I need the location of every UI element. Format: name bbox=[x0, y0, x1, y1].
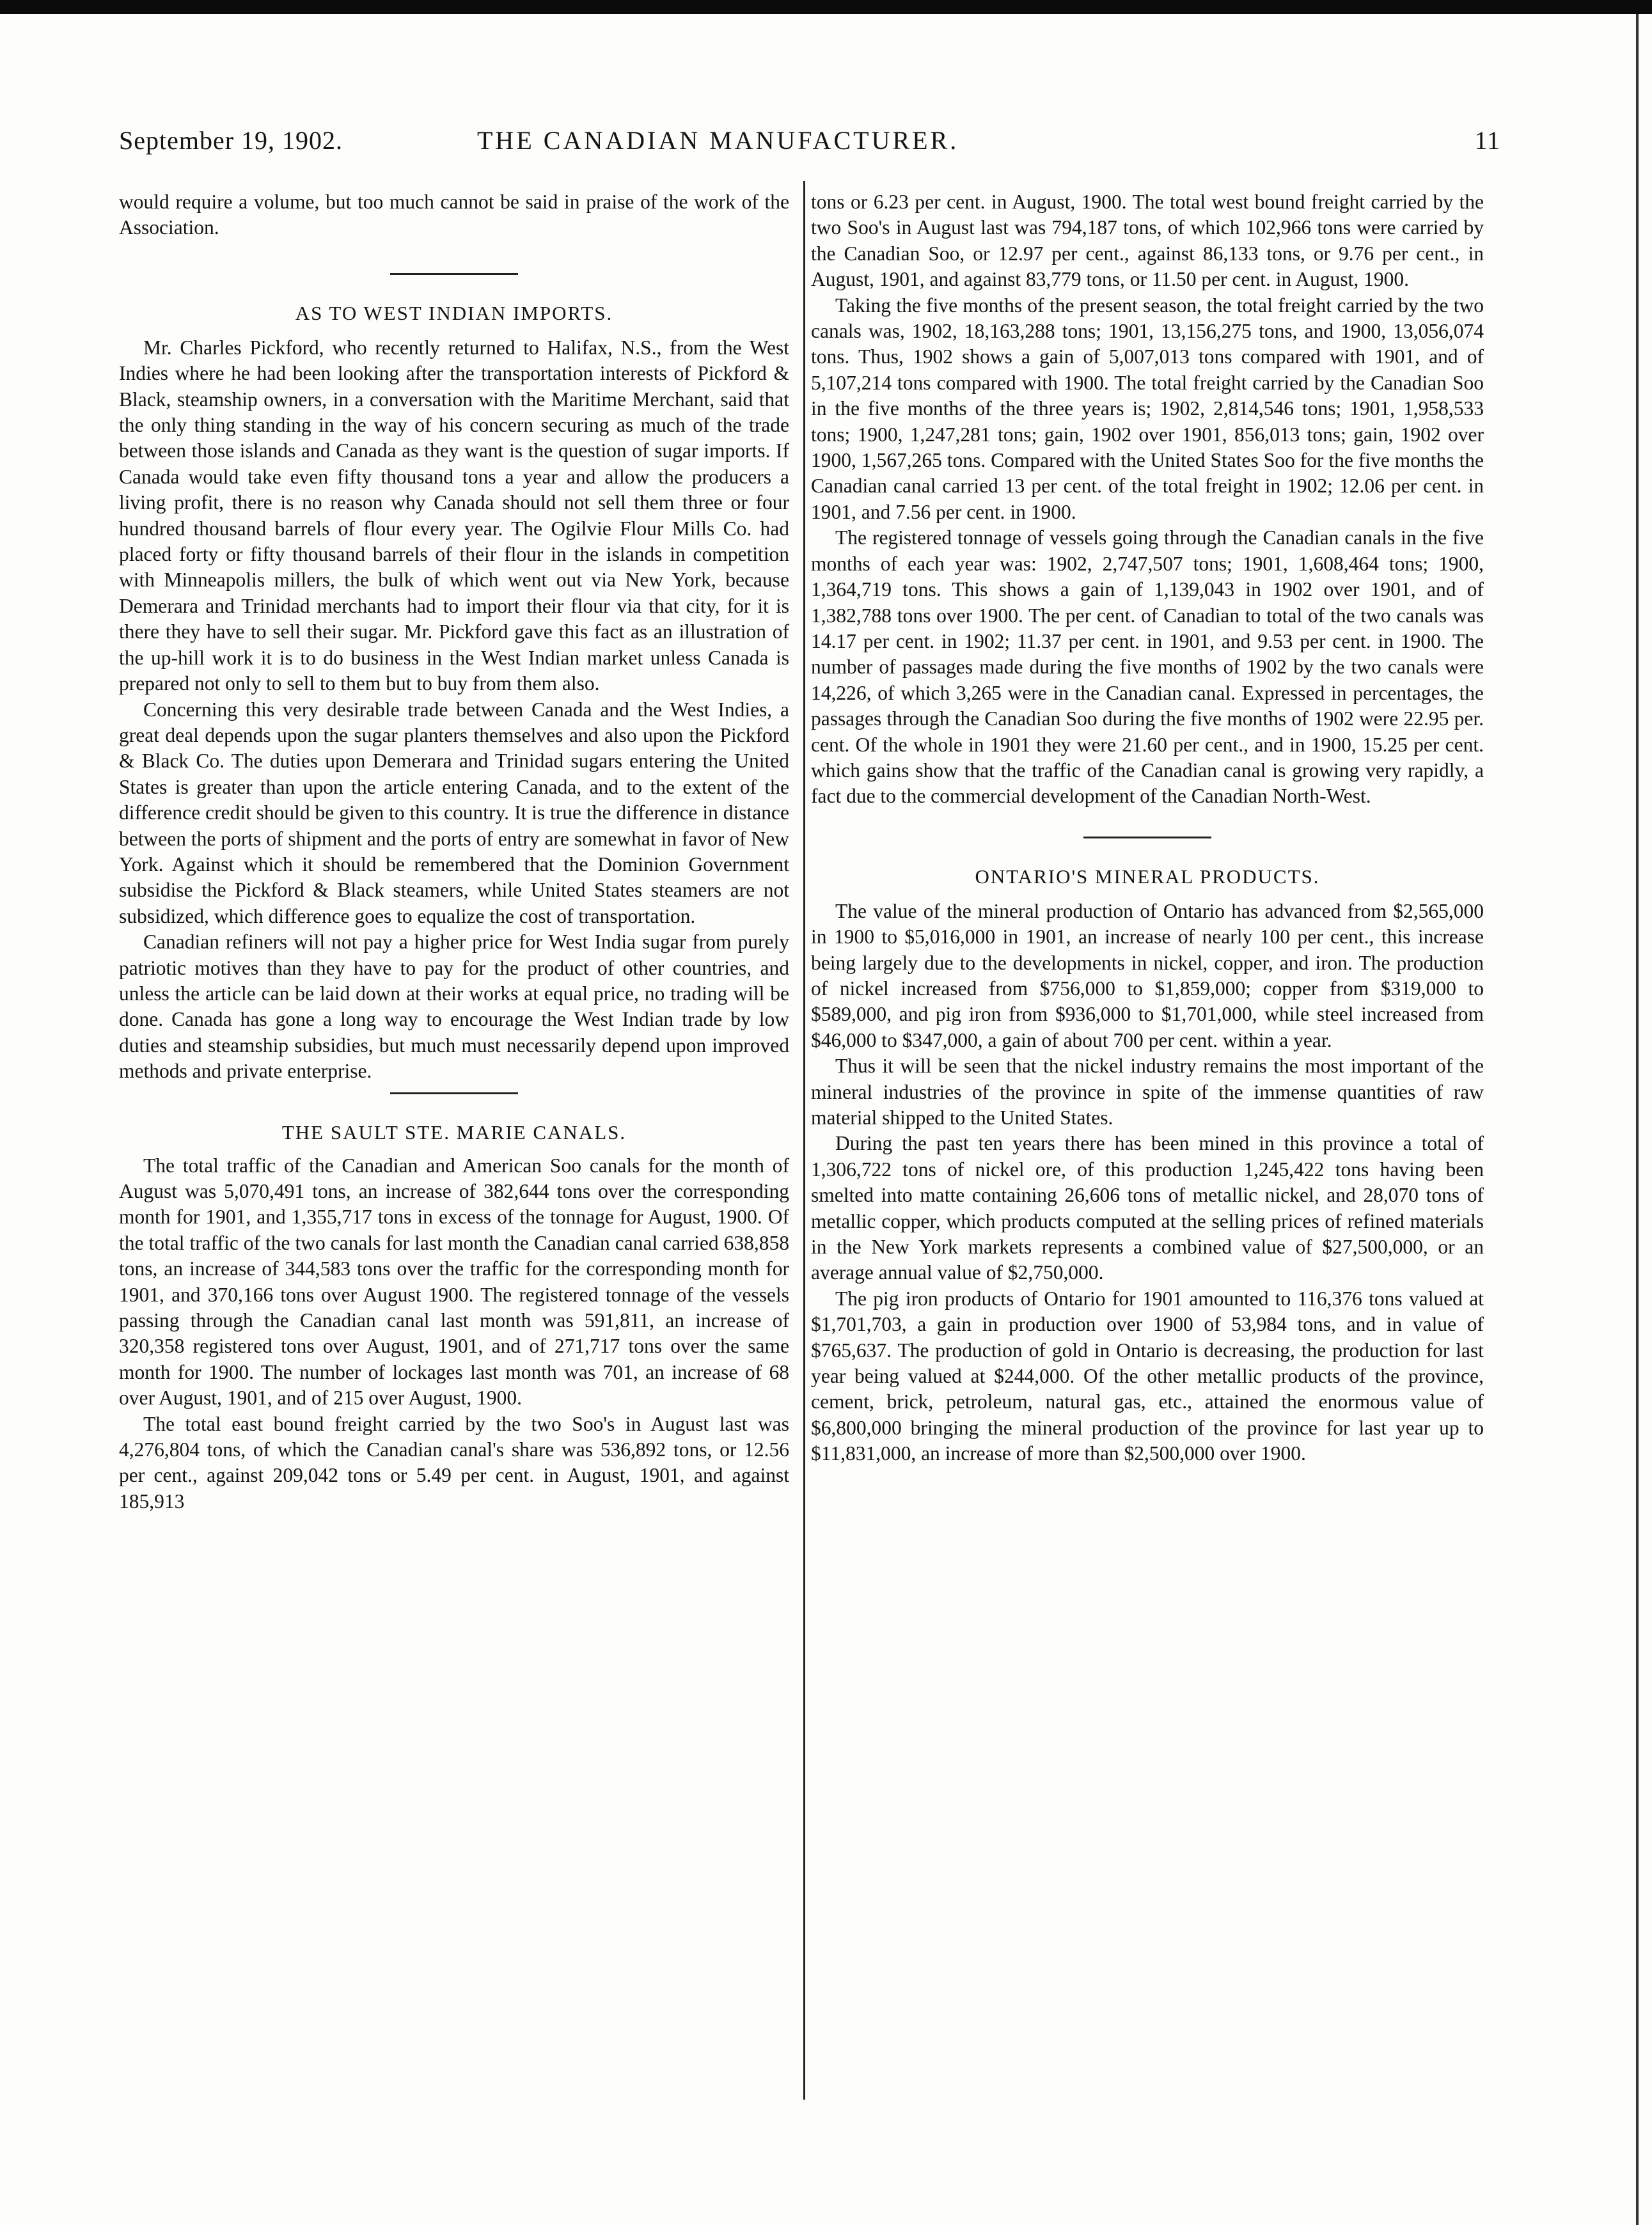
page-number: 11 bbox=[1474, 126, 1500, 155]
article-continuation: would require a volume, but too much cannot be said in praise of the work of the Association. bbox=[119, 191, 789, 239]
scan-right-edge bbox=[1636, 14, 1639, 2225]
paragraph: The value of the mineral production of Ontario has advanced from $2,565,000 in 1900 to $5,016,000 in 1901, an increase of nearly 100 per cent., this increase being largely due to the developments in nickel, copper, and iron. The production of nickel increased from $756,000 to $1,859,000; copper from $319,000 to $589,000, and pig iron from $936,000 to $1,701,000, while steel increased from $46,000 to $347,000, a gain of about 700 per cent. within a year. bbox=[811, 899, 1484, 1051]
paragraph: The total east bound freight carried by the two Soo's in August last was 4,276,804 tons, of which the Canadian canal's share was 536,892 tons, or 12.56 per cent., against 209,042 tons or 5.49 per cent. in August, 1901, and against 185,913 bbox=[119, 1412, 789, 1513]
paragraph: The registered tonnage of vessels going through the Canadian canals in the five months of each year was: 1902, 2,747,507 tons; 1901, 1,608,464 tons; 1900, 1,364,719 tons. This shows a gain of 1,139,043 in 1902 over 1901, and of 1,382,788 tons over 1900. The per cent. of Canadian to total of the two canals was 14.17 per cent. in 1902; 11.37 per cent. in 1901, and 9.53 per cent. in 1900. The number of passages made during the five months of 1902 by the two canals were 14,226, of which 3,265 were in the Canadian canal. Expressed in percentages, the passages through the Canadian Soo during the five months of 1902 were 22.95 per. cent. Of the whole in 1901 they were 21.60 per cent., and in 1900, 15.25 per cent. which gains show that the traffic of the Canadian canal is growing very rapidly, a fact due to the commercial development of the Canadian North-West. bbox=[811, 526, 1484, 808]
section-rule bbox=[390, 273, 518, 275]
paragraph: The pig iron products of Ontario for 1901 amounted to 116,376 tons valued at $1,701,703, a gain in production over 1900 of 53,984 tons, and in value of $765,637. The production of gold in Ontario is decreasing, the production for last year being valued at $244,000. Of the other metallic products of the province, cement, brick, petroleum, natural gas, etc., attained the enormous value of $6,800,000 bringing the mineral production of the province for last year up to $11,831,000, an increase of more than $2,500,000 over 1900. bbox=[811, 1287, 1484, 1465]
right-column bbox=[811, 189, 1484, 1467]
left-column bbox=[119, 189, 789, 1514]
section-heading-west-indian-imports: AS TO WEST INDIAN IMPORTS. bbox=[295, 301, 613, 324]
paragraph: During the past ten years there has been mined in this province a total of 1,306,722 tons of nickel ore, of this production 1,245,422 tons having been smelted into matte containing 26,606 tons of metallic nickel, and 28,070 tons of metallic copper, which products computed at the selling prices of refined materials in the New York markets represents a combined value of $27,500,000, or an average annual value of $2,750,000. bbox=[811, 1132, 1484, 1284]
paragraph: The total traffic of the Canadian and American Soo canals for the month of August was 5,070,491 tons, an increase of 382,644 tons over the corresponding month for 1901, and 1,355,717 tons in excess of the tonnage for August, 1900. Of the total traffic of the two canals for last month the Canadian canal carried 638,858 tons, an increase of 344,583 tons over the traffic for the corresponding month for 1901, and 370,166 tons over August 1900. The registered tonnage of the vessels passing through the Canadian canal last month was 591,811, an increase of 320,358 registered tons over August, 1901, and of 271,717 tons over the same month for 1900. The number of lockages last month was 701, an increase of 68 over August, 1901, and of 215 over August, 1900. bbox=[119, 1154, 789, 1410]
paragraph: Taking the five months of the present season, the total freight carried by the two canals was, 1902, 18,163,288 tons; 1901, 13,156,275 tons, and 1900, 13,056,074 tons. Thus, 1902 shows a gain of 5,007,013 tons compared with 1901, and of 5,107,214 tons compared with 1900. The total freight carried by the Canadian Soo in the five months of the three years is; 1902, 2,814,546 tons; 1901, 1,958,533 tons; 1900, 1,247,281 tons; gain, 1902 over 1901, 856,013 tons; gain, 1902 over 1900, 1,567,265 tons. Compared with the United States Soo for the five months the Canadian canal carried 13 per cent. of the total freight in 1902; 12.06 per cent. in 1901, and 7.56 per cent. in 1900. bbox=[811, 294, 1484, 523]
scan-top-border bbox=[0, 0, 1652, 14]
section-rule bbox=[390, 1092, 518, 1094]
paragraph: Concerning this very desirable trade between Canada and the West Indies, a great deal depends upon the sugar planters themselves and also upon the Pickford & Black Co. The duties upon Demerara and Trinidad sugars entering the United States is greater than upon the article entering Canada, and to the extent of the difference credit should be given to this country. It is true the difference in distance between the ports of shipment and the ports of entry are somewhat in favor of New York. Against which it should be remembered that the Dominion Government subsidise the Pickford & Black steamers, while United States steamers are not subsidized, which difference goes to equalize the cost of transportation. bbox=[119, 698, 789, 927]
paragraph: Thus it will be seen that the nickel industry remains the most important of the mineral industries of the province in spite of the immense quantities of raw material shipped to the United States. bbox=[811, 1055, 1484, 1129]
section-rule bbox=[1083, 837, 1211, 838]
issue-date: September 19, 1902. bbox=[119, 126, 343, 155]
publication-title: THE CANADIAN MANUFACTURER. bbox=[477, 126, 959, 155]
paragraph: Canadian refiners will not pay a higher price for West India sugar from purely patriotic motives than they have to pay for the product of other countries, and unless the article can be laid down at their works at equal price, no trading will be done. Canada has gone a long way to encourage the West Indian trade by low duties and steamship subsidies, but much must necessarily depend upon improved methods and private enterprise. bbox=[119, 931, 789, 1083]
article-continuation: tons or 6.23 per cent. in August, 1900. The total west bound freight carried by the two Soo's in August last was 794,187 tons, of which 102,966 tons were carried by the Canadian Soo, or 12.97 per cent., against 86,133 tons, or 9.76 per cent., in August, 1901, and against 83,779 tons, or 11.50 per cent. in August, 1900. bbox=[811, 191, 1484, 291]
section-heading-ontario-mineral-products: ONTARIO'S MINERAL PRODUCTS. bbox=[975, 865, 1320, 888]
paragraph: Mr. Charles Pickford, who recently returned to Halifax, N.S., from the West Indies where he had been looking after the transportation interests of Pickford & Black, steamship owners, in a conversation with the Maritime Merchant, said that the only thing standing in the way of his concern securing as much of the trade between those islands and Canada as they want is the question of sugar imports. If Canada would take even fifty thousand tons a year and allow the producers a living profit, there is no reason why Canada should not sell them three or four hundred thousand barrels of flour every year. The Ogilvie Flour Mills Co. had placed forty or fifty thousand barrels of their flour in the islands in competition with Minneapolis millers, the bulk of which went out via New York, because Demerara and Trinidad merchants had to import their flour via that city, for it is there they have to sell their sugar. Mr. Pickford gave this fact as an illustration of the up-hill work it is to do business in the West Indian market unless Canada is prepared not only to sell to them but to buy from them also. bbox=[119, 336, 789, 695]
page-header bbox=[119, 125, 1500, 164]
column-divider bbox=[803, 181, 805, 2100]
section-heading-sault-ste-marie-canals: THE SAULT STE. MARIE CANALS. bbox=[281, 1120, 627, 1144]
